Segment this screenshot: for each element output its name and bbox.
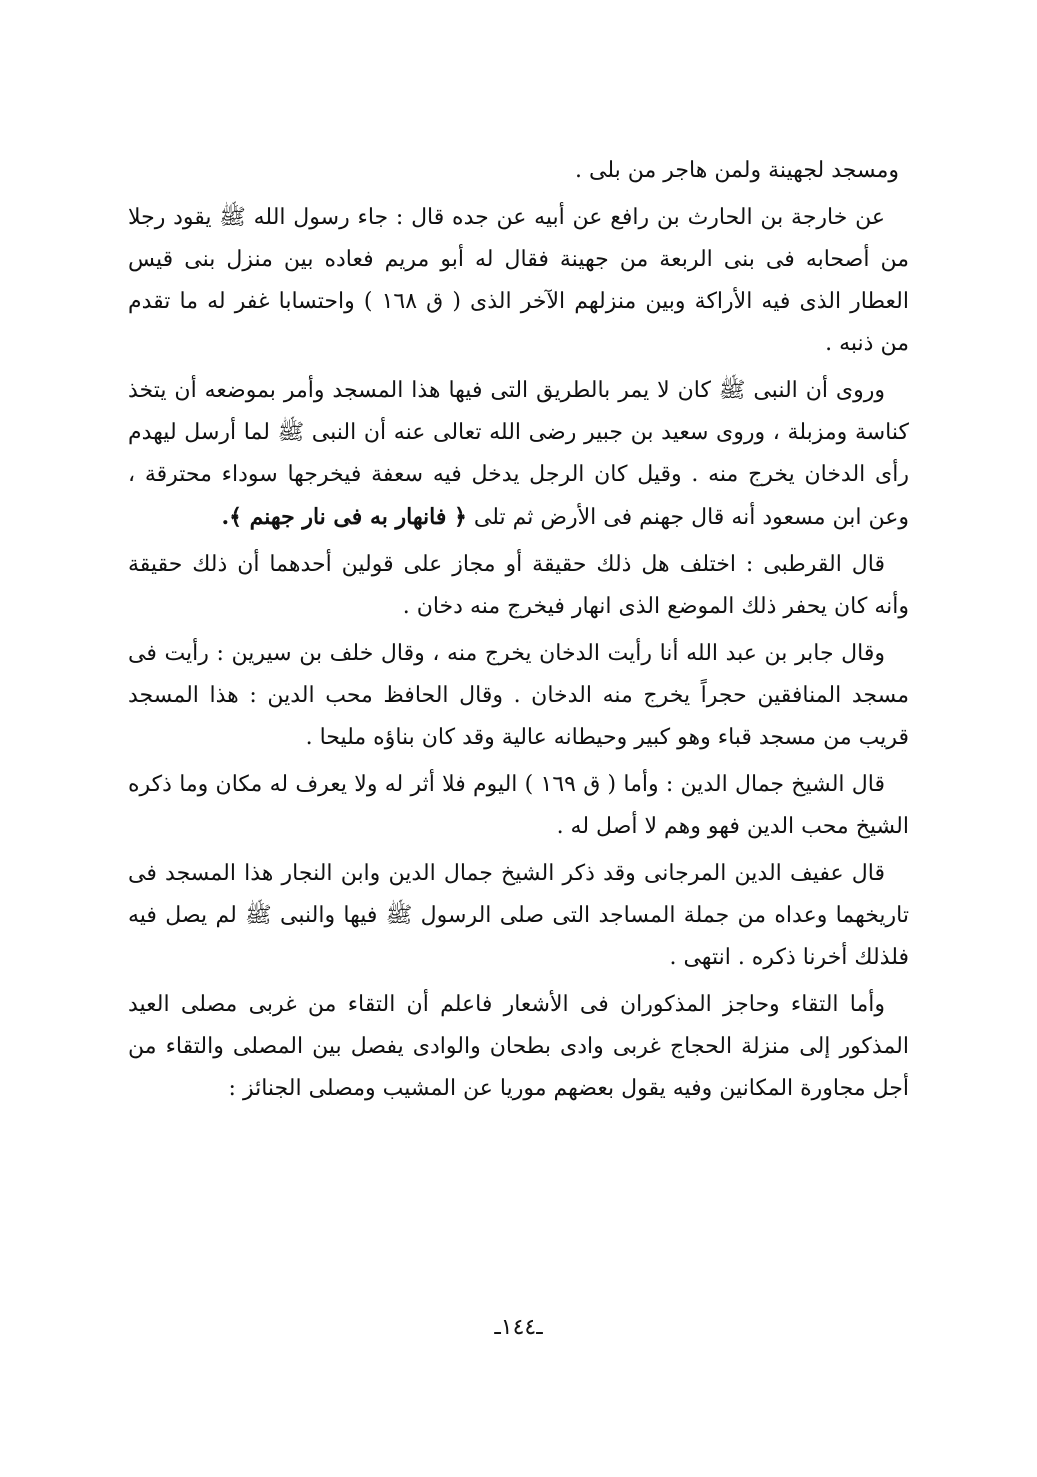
paragraph-8: وأما التقاء وحاجز المذكوران فى الأشعار فاعلم أن التقاء من غربى مصلى العيد المذكور إلى منزلة الحجاج غربى وادى بطحان والوادى يفصل بين المصلى والتقاء من أجل مجاورة المكانين وفيه يقول بعضهم موريا عن المشيب ومصلى الجنائز : (128, 992, 909, 1101)
paragraph-4: قال القرطبى : اختلف هل ذلك حقيقة أو مجاز على قولين أحدهما أن ذلك حقيقة وأنه كان يحفر ذلك الموضع الذى انهار فيخرج منه دخان . (128, 552, 909, 619)
paragraph-1: ومسجد لجهينة ولمن هاجر من بلى . (575, 158, 899, 183)
quran-quote: ﴿ فانهار به فى نار جهنم ﴾. (221, 504, 467, 530)
paragraph-2: عن خارجة بن الحارث بن رافع عن أبيه عن جده قال : جاء رسول الله ﷺ يقود رجلا من أصحابه فى بنى الربعة من جهينة فقال له أبو مريم فعاده بين منزل بنى قيس العطار الذى فيه الأراكة وبين منزلهم الآخر الذى ( ق ١٦٨ ) واحتسابا غفر له ما تقدم من ذنبه . (128, 205, 909, 356)
paragraph-7: قال عفيف الدين المرجانى وقد ذكر الشيخ جمال الدين وابن النجار هذا المسجد فى تاريخهما وعداه من جملة المساجد التى صلى الرسول ﷺ فيها والنبى ﷺ لم يصل فيه فلذلك أخرنا ذكره . انتهى . (128, 861, 909, 970)
page-number: ـ١٤٤ـ (494, 1315, 543, 1340)
paragraph-3-text: وروى أن النبى ﷺ كان لا يمر بالطريق التى فيها هذا المسجد وأمر بموضعه أن يتخذ كناسة ومزبلة ، وروى سعيد بن جبير رضى الله تعالى عنه أن النبى ﷺ لما أرسل ليهدم رأى الدخان يخرج منه . وقيل كان الرجل يدخل فيه سعفة فيخرجها سوداء محترقة ، وعن ابن مسعود أنه قال جهنم فى الأرض ثم تلى (128, 378, 909, 530)
paragraph-6: قال الشيخ جمال الدين : وأما ( ق ١٦٩ ) اليوم فلا أثر له ولا يعرف له مكان وما ذكره الشيخ محب الدين فهو وهم لا أصل له . (128, 772, 909, 839)
paragraph-5: وقال جابر بن عبد الله أنا رأيت الدخان يخرج منه ، وقال خلف بن سيرين : رأيت فى مسجد المنافقين حجراً يخرج منه الدخان . وقال الحافظ محب الدين : هذا المسجد قريب من مسجد قباء وهو كبير وحيطانه عالية وقد كان بناؤه مليحا . (128, 641, 909, 750)
paragraph-3 (128, 370, 909, 539)
